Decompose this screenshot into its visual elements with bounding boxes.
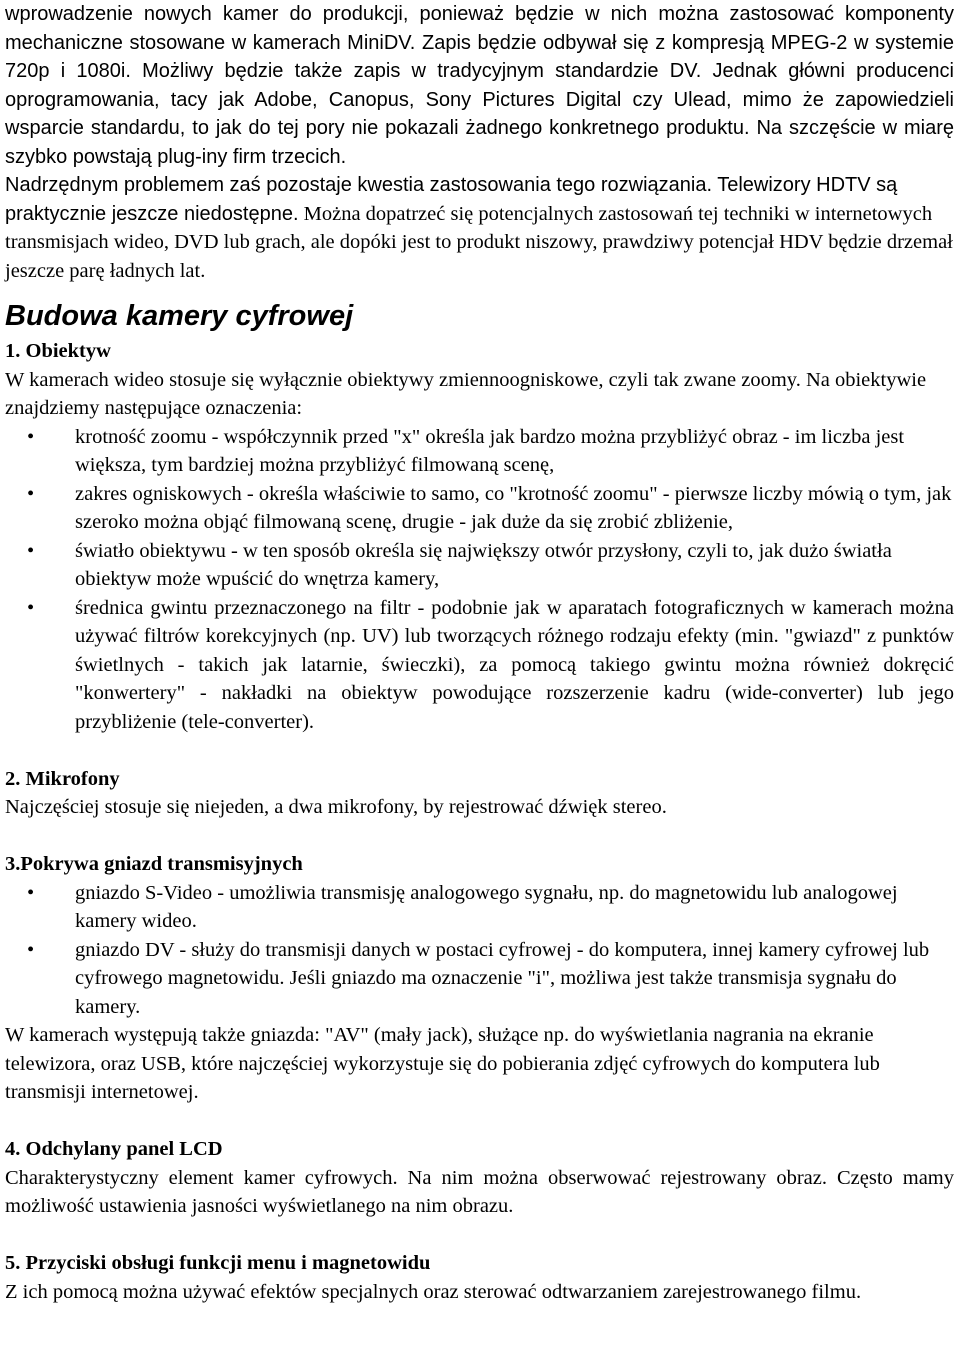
bullet-icon: • [27, 596, 35, 619]
list-item [5, 594, 954, 737]
section-4-title: 4. Odchylany panel LCD [5, 1138, 223, 1160]
section-2-title: 2. Mikrofony [5, 767, 120, 790]
bullet-icon: • [27, 881, 35, 904]
section-5-text: Z ich pomocą można używać efektów specjalnych oraz sterować odtwarzaniem zarejestrowanego filmu. [5, 1280, 862, 1303]
section-3-text: W kamerach występują także gniazda: "AV" (mały jack), służące np. do wyświetlania nagrania na ekranie telewizora, oraz USB, które najczęściej wykorzystuje się do pobierania zdjęć cyfrowych do komputera lub transmisji internetowej. [5, 1024, 880, 1103]
list-item-text: krotność zoomu - współczynnik przed "x" określa jak bardzo można przybliżyć obraz - im liczba jest większa, tym bardziej można przybliżyć filmowaną scenę, [75, 425, 905, 476]
list-item-text: zakres ogniskowych - określa właściwie to samo, co "krotność zoomu" - pierwsze liczby mówią o tym, jak szeroko można objąć filmowaną scenę, drugie - jak duże da się zrobić zbliżenie, [75, 482, 952, 533]
bullet-icon: • [27, 938, 35, 961]
list-item-text: średnica gwintu przeznaczonego na filtr - podobnie jak w aparatach fotograficznych w kamerach można używać filtrów korekcyjnych (np. UV) lub tworzących różnego rodzaju efekty (min. "gwiazd" z punktów świetlnych - takich jak latarnie, świeczki), za pomocą takiego gwintu można również dokręcić "konwertery" - nakładki na obiektyw powodujące rozszerzenie kadru (wide-converter) lub jego przybliżenie (tele-converter). [75, 596, 954, 733]
section-1-title: 1. Obiektyw [5, 340, 111, 362]
list-item [5, 423, 954, 480]
spacer [5, 1107, 954, 1136]
section-4-text: Charakterystyczny element kamer cyfrowych. Na nim można obserwować rejestrowany obraz. Często mamy możliwość ustawienia jasności wyświetlanego na nim obrazu. [5, 1166, 954, 1217]
section-3-title: 3.Pokrywa gniazd transmisyjnych [5, 853, 303, 875]
section-heading: Budowa kamery cyfrowej [5, 300, 354, 332]
bullet-icon: • [27, 482, 35, 505]
list-item-text: światło obiektywu - w ten sposób określa się największy otwór przysłony, czyli to, jak dużo światła obiektyw może wpuścić do wnętrza kamery, [75, 539, 892, 590]
list-item [5, 537, 954, 594]
spacer [5, 1221, 954, 1250]
list-item-text: gniazdo S-Video - umożliwia transmisję analogowego sygnału, np. do magnetowidu lub analogowej kamery wideo. [75, 881, 898, 932]
list-item [5, 879, 954, 936]
section-1-bullet-list [5, 423, 954, 737]
list-item [5, 480, 954, 537]
spacer [5, 736, 954, 765]
list-item-text: gniazdo DV - służy do transmisji danych w postaci cyfrowej - do komputera, innej kamery cyfrowej lub cyfrowego magnetowidu. Jeśli gniazdo ma oznaczenie "i", możliwa jest także transmisja sygnału do kamery. [75, 938, 930, 1018]
intro-paragraph-2 [5, 171, 954, 285]
intro-text-serif: Można dopatrzeć się potencjalnych zastosowań tej techniki w internetowych transmisjach wideo, DVD lub grach, ale dopóki jest to produkt niszowy, prawdziwy potencjał HDV będzie drzemał jeszcze parę ładnych lat. [5, 202, 953, 282]
section-5-title: 5. Przyciski obsługi funkcji menu i magnetowidu [5, 1252, 431, 1274]
section-2-text: Najczęściej stosuje się niejeden, a dwa mikrofony, by rejestrować dźwięk stereo. [5, 796, 667, 818]
section-1-text: W kamerach wideo stosuje się wyłącznie obiektywy zmiennoogniskowe, czyli tak zwane zoomy. Na obiektywie znajdziemy następujące oznaczenia: [5, 368, 927, 419]
bullet-icon: • [27, 425, 35, 448]
bullet-icon: • [27, 539, 35, 562]
list-item [5, 936, 954, 1022]
section-3-bullet-list [5, 879, 954, 1022]
intro-text-sans-2: Nadrzędnym problemem zaś pozostaje kwestia zastosowania tego rozwiązania. Telewizory HDTV są praktycznie jeszcze niedostępne. [5, 174, 898, 225]
intro-text-sans: wprowadzenie nowych kamer do produkcji, ponieważ będzie w nich można zastosować komponenty mechaniczne stosowane w kamerach MiniDV. Zapis będzie odbywał się z kompresją MPEG-2 w systemie 720p i 1080i. Możliwy będzie także zapis w tradycyjnym standardzie DV. Jednak główni producenci oprogramowania, tacy jak Adobe, Canopus, Sony Pictures Digital czy Ulead, mimo że zapowiedzieli wsparcie standardu, to jak do tej pory nie pokazali żadnego konkretnego produktu. Na szczęście w miarę szybko powstają plug-iny firm trzecich. [5, 3, 954, 168]
spacer [5, 822, 954, 851]
intro-paragraph [5, 0, 954, 171]
